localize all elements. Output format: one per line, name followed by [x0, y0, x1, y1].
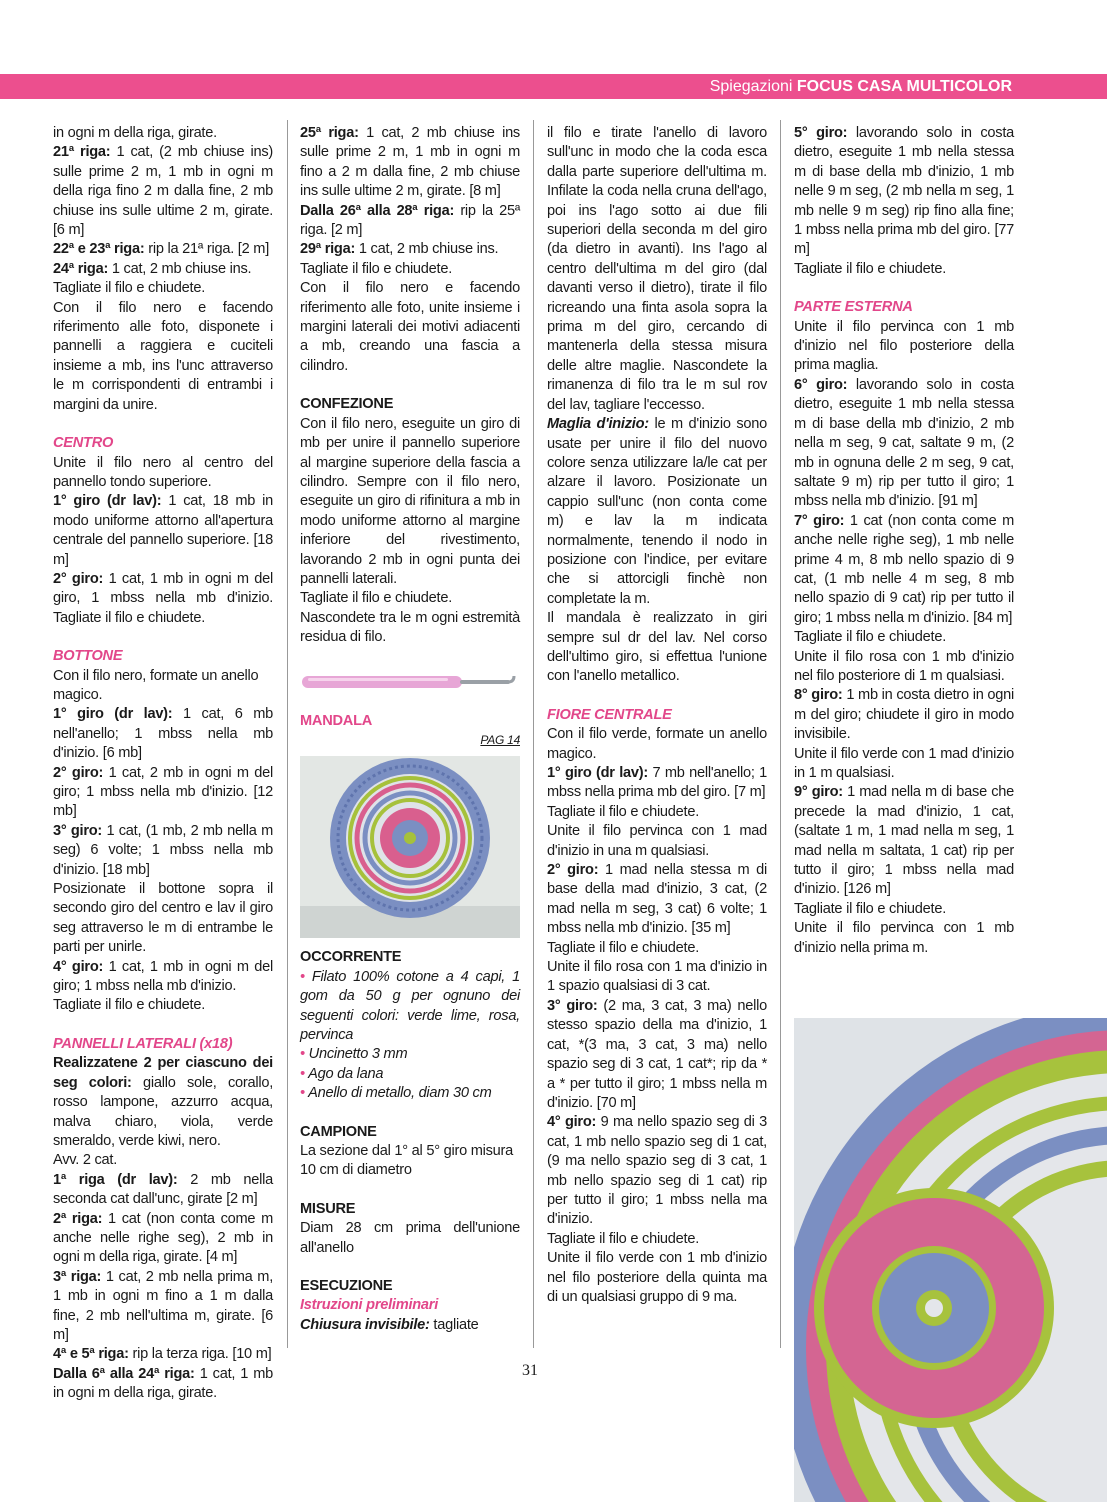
section-heading-occorrente: OCCORRENTE [300, 949, 402, 966]
row-29: 29ª riga: 1 cat, 2 mb chiuse ins. [300, 241, 499, 258]
chiusura-invisibile: Chiusura invisibile: tagliate [300, 1316, 479, 1333]
subheading-istruzioni: Istruzioni preliminari [300, 1297, 439, 1314]
column-rule [780, 120, 781, 1348]
bottone-round-3: 3° giro: 1 cat, (1 mb, 2 mb nella m seg) 6 volte; 1 mbss nella mb d'inizio. [18 mb] [53, 822, 273, 878]
text-line: Tagliate il filo e chiudete. [53, 280, 206, 297]
text-line: Tagliate il filo e chiudete. [794, 629, 947, 646]
bottone-round-2: 2° giro: 1 cat, 2 mb in ogni m del giro; 1 mbss nella mb d'inizio. [12 mb] [53, 764, 274, 820]
mandala-closeup-photo [794, 1018, 1107, 1502]
page-number: 31 [522, 1362, 538, 1379]
text-paragraph: Diam 28 cm prima dell'unione all'anello [300, 1220, 520, 1256]
text-paragraph: Unite il filo pervinca con 1 mad d'inizio in una m qualsiasi. [547, 823, 767, 859]
round-8: 8° giro: 1 mb in costa dietro in ogni m del giro; chiudete il giro in modo invisibile. [794, 687, 1015, 743]
row-21: 21ª riga: 1 cat, (2 mb chiuse ins) sulle prime 2 m, 1 mb in ogni m della riga fino 2 m dalla fine, 2 mb chiuse ins sulle ultime 2 m, girate. [6 m] [53, 144, 273, 239]
text-paragraph: Con il filo verde, formate un anello magico. [547, 726, 767, 762]
text-line: Tagliate il filo e chiudete. [547, 803, 700, 820]
text-paragraph: La sezione dal 1° al 5° giro misura 10 cm di diametro [300, 1143, 514, 1179]
fiore-round-3: 3° giro: (2 ma, 3 cat, 3 ma) nello stesso spazio della ma d'inizio, 1 cat, *(3 ma, 3 cat, 3 ma) nello spazio seg di 3 cat, 1 cat*; rip da * a * per tutto il giro; 1 mbss nella m d'inizio. [70 m] [547, 997, 767, 1111]
crochet-hook-image [300, 662, 520, 702]
section-heading-centro: CENTRO [53, 435, 114, 452]
section-heading-misure: MISURE [300, 1200, 356, 1217]
text-line: Tagliate il filo e chiudete. [300, 260, 453, 277]
text-paragraph: Con il filo nero e facendo riferimento alle foto, disponete i pannelli a raggiera e cuciteli insieme a mb, ins l'unc attraverso le m corrispondenti di entrambi i margini da unire. [53, 299, 273, 413]
header-bar [0, 74, 1107, 99]
section-heading-mandala: MANDALA [300, 712, 373, 729]
occorrente-item: • Filato 100% cotone a 4 capi, 1 gom da 50 g per ognuno dei seguenti colori: verde lime, rosa, pervinca [300, 968, 520, 1043]
fiore-round-1: 1° giro (dr lav): 7 mb nell'anello; 1 mbss nella prima mb del giro. [7 m] [547, 765, 768, 801]
text-line: Tagliate il filo e chiudete. [53, 997, 206, 1014]
centro-round-1: 1° giro (dr lav): 1 cat, 18 mb in modo uniforme attorno all'apertura centrale del pannello superiore. [18 m] [53, 493, 273, 568]
row-26-28: Dalla 26ª alla 28ª riga: rip la 25ª riga. [2 m] [300, 202, 521, 239]
column-rule [287, 120, 288, 1348]
text-paragraph: Con il filo nero e facendo riferimento alle foto, unite insieme i margini laterali dei motivi adiacenti a mb, creando una fascia a cilindro. [300, 280, 520, 374]
header-prefix: Spiegazioni [709, 78, 793, 95]
round-9: 9° giro: 1 mad nella m di base che precede la mad d'inizio, 1 cat, (saltate 1 m, 1 mad nella m seg, 1 mad nella m saltata, 1 cat) rip per tutto il giro; 1 mbss nella mad d'inizio. [126 m] [794, 784, 1014, 898]
section-heading-campione: CAMPIONE [300, 1123, 377, 1140]
pannelli-row-2: 2ª riga: 1 cat (non conta come m anche nelle righe seg), 2 mb in ogni m della riga, girate. [4 m] [53, 1210, 273, 1266]
section-heading-pannelli: PANNELLI LATERALI (x18) [53, 1035, 233, 1052]
round-7: 7° giro: 1 cat (non conta come m anche nelle righe seg), 1 mb nelle prime 4 m, 8 mb nello spazio di 9 cat, (1 mb nelle 4 m seg, 8 mb nello spazio di 9 cat) rip per tutto il giro; 1 mbss nella m d'inizio. [84 m] [794, 512, 1014, 626]
crochet-hook-icon [300, 662, 520, 702]
text-paragraph: Il mandala è realizzato in giri sempre sul dr del lav. Nel corso dell'ultimo giro, si effettua l'unione con l'anello metallico. [547, 610, 767, 685]
section-heading-fiore: FIORE CENTRALE [547, 706, 672, 723]
pannelli-row-1: 1ª riga (dr lav): 2 mb nella seconda cat dall'unc, girate [2 m] [53, 1171, 273, 1208]
text-paragraph: Unite il filo nero al centro del pannello tondo superiore. [53, 454, 273, 490]
section-heading-bottone: BOTTONE [53, 648, 123, 665]
text-paragraph: Posizionate il bottone sopra il secondo giro del centro e lav il giro seg attraverso le m di entrambe le parti per unirle. [53, 881, 273, 956]
pannelli-row-4-5: 4ª e 5ª riga: rip la terza riga. [10 m] [53, 1346, 272, 1363]
text-paragraph: Unite il filo verde con 1 mb d'inizio nel filo posteriore della quinta ma di un qualsiasi gruppo di 9 ma. [547, 1250, 767, 1305]
page-reference: PAG 14 [480, 732, 520, 747]
text-paragraph: Unite il filo pervinca con 1 mb d'inizio nella prima m. [794, 920, 1014, 956]
row-22-23: 22ª e 23ª riga: rip la 21ª riga. [2 m] [53, 241, 269, 258]
section-heading-parte-esterna: PARTE ESTERNA [794, 299, 913, 316]
section-heading-confezione: CONFEZIONE [300, 396, 394, 413]
occorrente-item: • Uncinetto 3 mm [300, 1046, 408, 1063]
round-5: 5° giro: lavorando solo in costa dietro, eseguite 1 mb nella stessa m di base della mb d'inizio, 1 mb nelle 9 m seg, (2 mb nella m seg, 1 mb nelle 9 m seg) rip fino alla fine; 1 mbss nella prima mb del giro. [77 m] [794, 125, 1014, 258]
mandala-photo [300, 756, 520, 938]
column-3 [547, 124, 767, 1307]
occorrente-item: • Ago da lana [300, 1065, 384, 1082]
text-paragraph: il filo e tirate l'anello di lavoro sull'unc in modo che la coda esca dalla parte superiore dell'ultima m. Infilate la coda nella cruna dell'ago, poi ins l'ago sotto ai due fili superiori della seconda m del giro (da dietro in avanti). Ins l'ago al centro dell'ultima m del giro (dal davanti verso il dietro), tirate il filo ricreando una finta asola sopra la prima m del giro, cercando di mantenerla della stessa misura delle altre maglie. Nascondete la rimanenza di filo tra le m sul rov del lav, tagliare l'eccesso. [547, 125, 767, 413]
text-line: Avv. 2 cat. [53, 1152, 118, 1169]
bottone-round-1: 1° giro (dr lav): 1 cat, 6 mb nell'anello; 1 mbss nella mb d'inizio. [6 mb] [53, 706, 274, 762]
centro-round-2: 2° giro: 1 cat, 1 mb in ogni m del giro, 1 mbss nella mb d'inizio. Tagliate il filo e chiudete. [53, 570, 274, 626]
occorrente-item: • Anello di metallo, diam 30 cm [300, 1085, 492, 1102]
fiore-round-4: 4° giro: 9 ma nello spazio seg di 3 cat, 1 mb nello spazio seg di 1 cat, (9 ma nello spazio seg di 3 cat, 1 mb nello spazio seg di 1 cat) rip per tutto il giro; 1 mbss nella ma d'inizio. [547, 1114, 767, 1228]
text-paragraph: Unite il filo pervinca con 1 mb d'inizio nel filo posteriore della prima maglia. [794, 318, 1014, 374]
pannelli-colors: Realizzatene 2 per ciascuno dei seg colori: giallo sole, corallo, rosso lampone, azzurro acqua, malva chiaro, viola, verde smeraldo, verde kiwi, nero. [53, 1055, 273, 1149]
section-heading-esecuzione: ESECUZIONE [300, 1278, 393, 1295]
text-paragraph: Con il filo nero, formate un anello magico. [53, 667, 259, 703]
text-line: Tagliate il filo e chiudete. [547, 939, 700, 956]
row-25: 25ª riga: 1 cat, 2 mb chiuse ins sulle prime 2 m, 1 mb in ogni m fino a 2 m dalla fine, 2 mb chiuse ins sulle ultime 2 m, girate. [8 m] [300, 125, 520, 200]
header-title [710, 76, 1012, 97]
text-paragraph: Unite il filo rosa con 1 ma d'inizio in 1 spazio qualsiasi di 3 cat. [547, 959, 767, 995]
text-line: Tagliate il filo e chiudete. [300, 590, 453, 607]
header-magazine-title: FOCUS CASA MULTICOLOR [796, 78, 1012, 95]
text-paragraph: Unite il filo rosa con 1 mb d'inizio nel filo posteriore di 1 m qualsiasi. [794, 648, 1014, 684]
text-paragraph: Nascondete tra le m ogni estremità residua di filo. [300, 609, 520, 646]
text-paragraph: Con il filo nero, eseguite un giro di mb per unire il pannello superiore al margine superiore della fascia a cilindro. Sempre con il filo nero, eseguite un giro di rifinitura a mb in modo uniforme attorno al margine inferiore del rivestimento, lavorando 2 mb in ogni punta dei pannelli laterali. [300, 415, 520, 587]
pannelli-row-3: 3ª riga: 1 cat, 2 mb nella prima m, 1 mb in ogni m fino a 1 m dalla fine, 2 mb nell'ultima m, girate. [6 m] [53, 1268, 273, 1343]
text-line: Tagliate il filo e chiudete. [794, 900, 947, 917]
column-rule [533, 120, 534, 1348]
column-2 [300, 124, 520, 1335]
maglia-inizio: Maglia d'inizio: le m d'inizio sono usate per unire il filo del nuovo colore senza utilizzare la/le cat per alzare il lavoro. Posizionate un cappio sull'unc (non conta come m) e lav la m indicata normalmente, tenendo il nodo in posizione con l'indice, per evitare che si attorcigli finchè non completate la m. [547, 416, 767, 607]
text-line: Tagliate il filo e chiudete. [547, 1230, 700, 1247]
bottone-round-4: 4° giro: 1 cat, 1 mb in ogni m del giro; 1 mbss nella mb d'inizio. [53, 958, 274, 995]
column-4 [794, 124, 1014, 958]
text-paragraph: Unite il filo verde con 1 mad d'inizio in 1 m qualsiasi. [794, 745, 1014, 781]
row-24: 24ª riga: 1 cat, 2 mb chiuse ins. [53, 260, 252, 277]
round-6: 6° giro: lavorando solo in costa dietro, eseguite 1 mb nella stessa m di base della mb d'inizio, 2 mb nella m seg, 9 cat, saltate 9 m, (2 mb in ognuna delle 2 m seg, 9 cat, saltate 9 m) rip per tutto il giro; 1 mbss nella mb d'inizio. [91 m] [794, 376, 1014, 510]
pannelli-row-6-24: Dalla 6ª alla 24ª riga: 1 cat, 1 mb in ogni m della riga, girate. [53, 1365, 273, 1402]
text-line: Tagliate il filo e chiudete. [794, 260, 947, 277]
column-1 [53, 124, 273, 1404]
fiore-round-2: 2° giro: 1 mad nella stessa m di base della mad d'inizio, 3 cat, (2 mad nella m seg, 3 cat) 6 volte; 1 mbss nella mb d'inizio. [35 m] [547, 862, 767, 937]
text-line: in ogni m della riga, girate. [53, 125, 217, 141]
